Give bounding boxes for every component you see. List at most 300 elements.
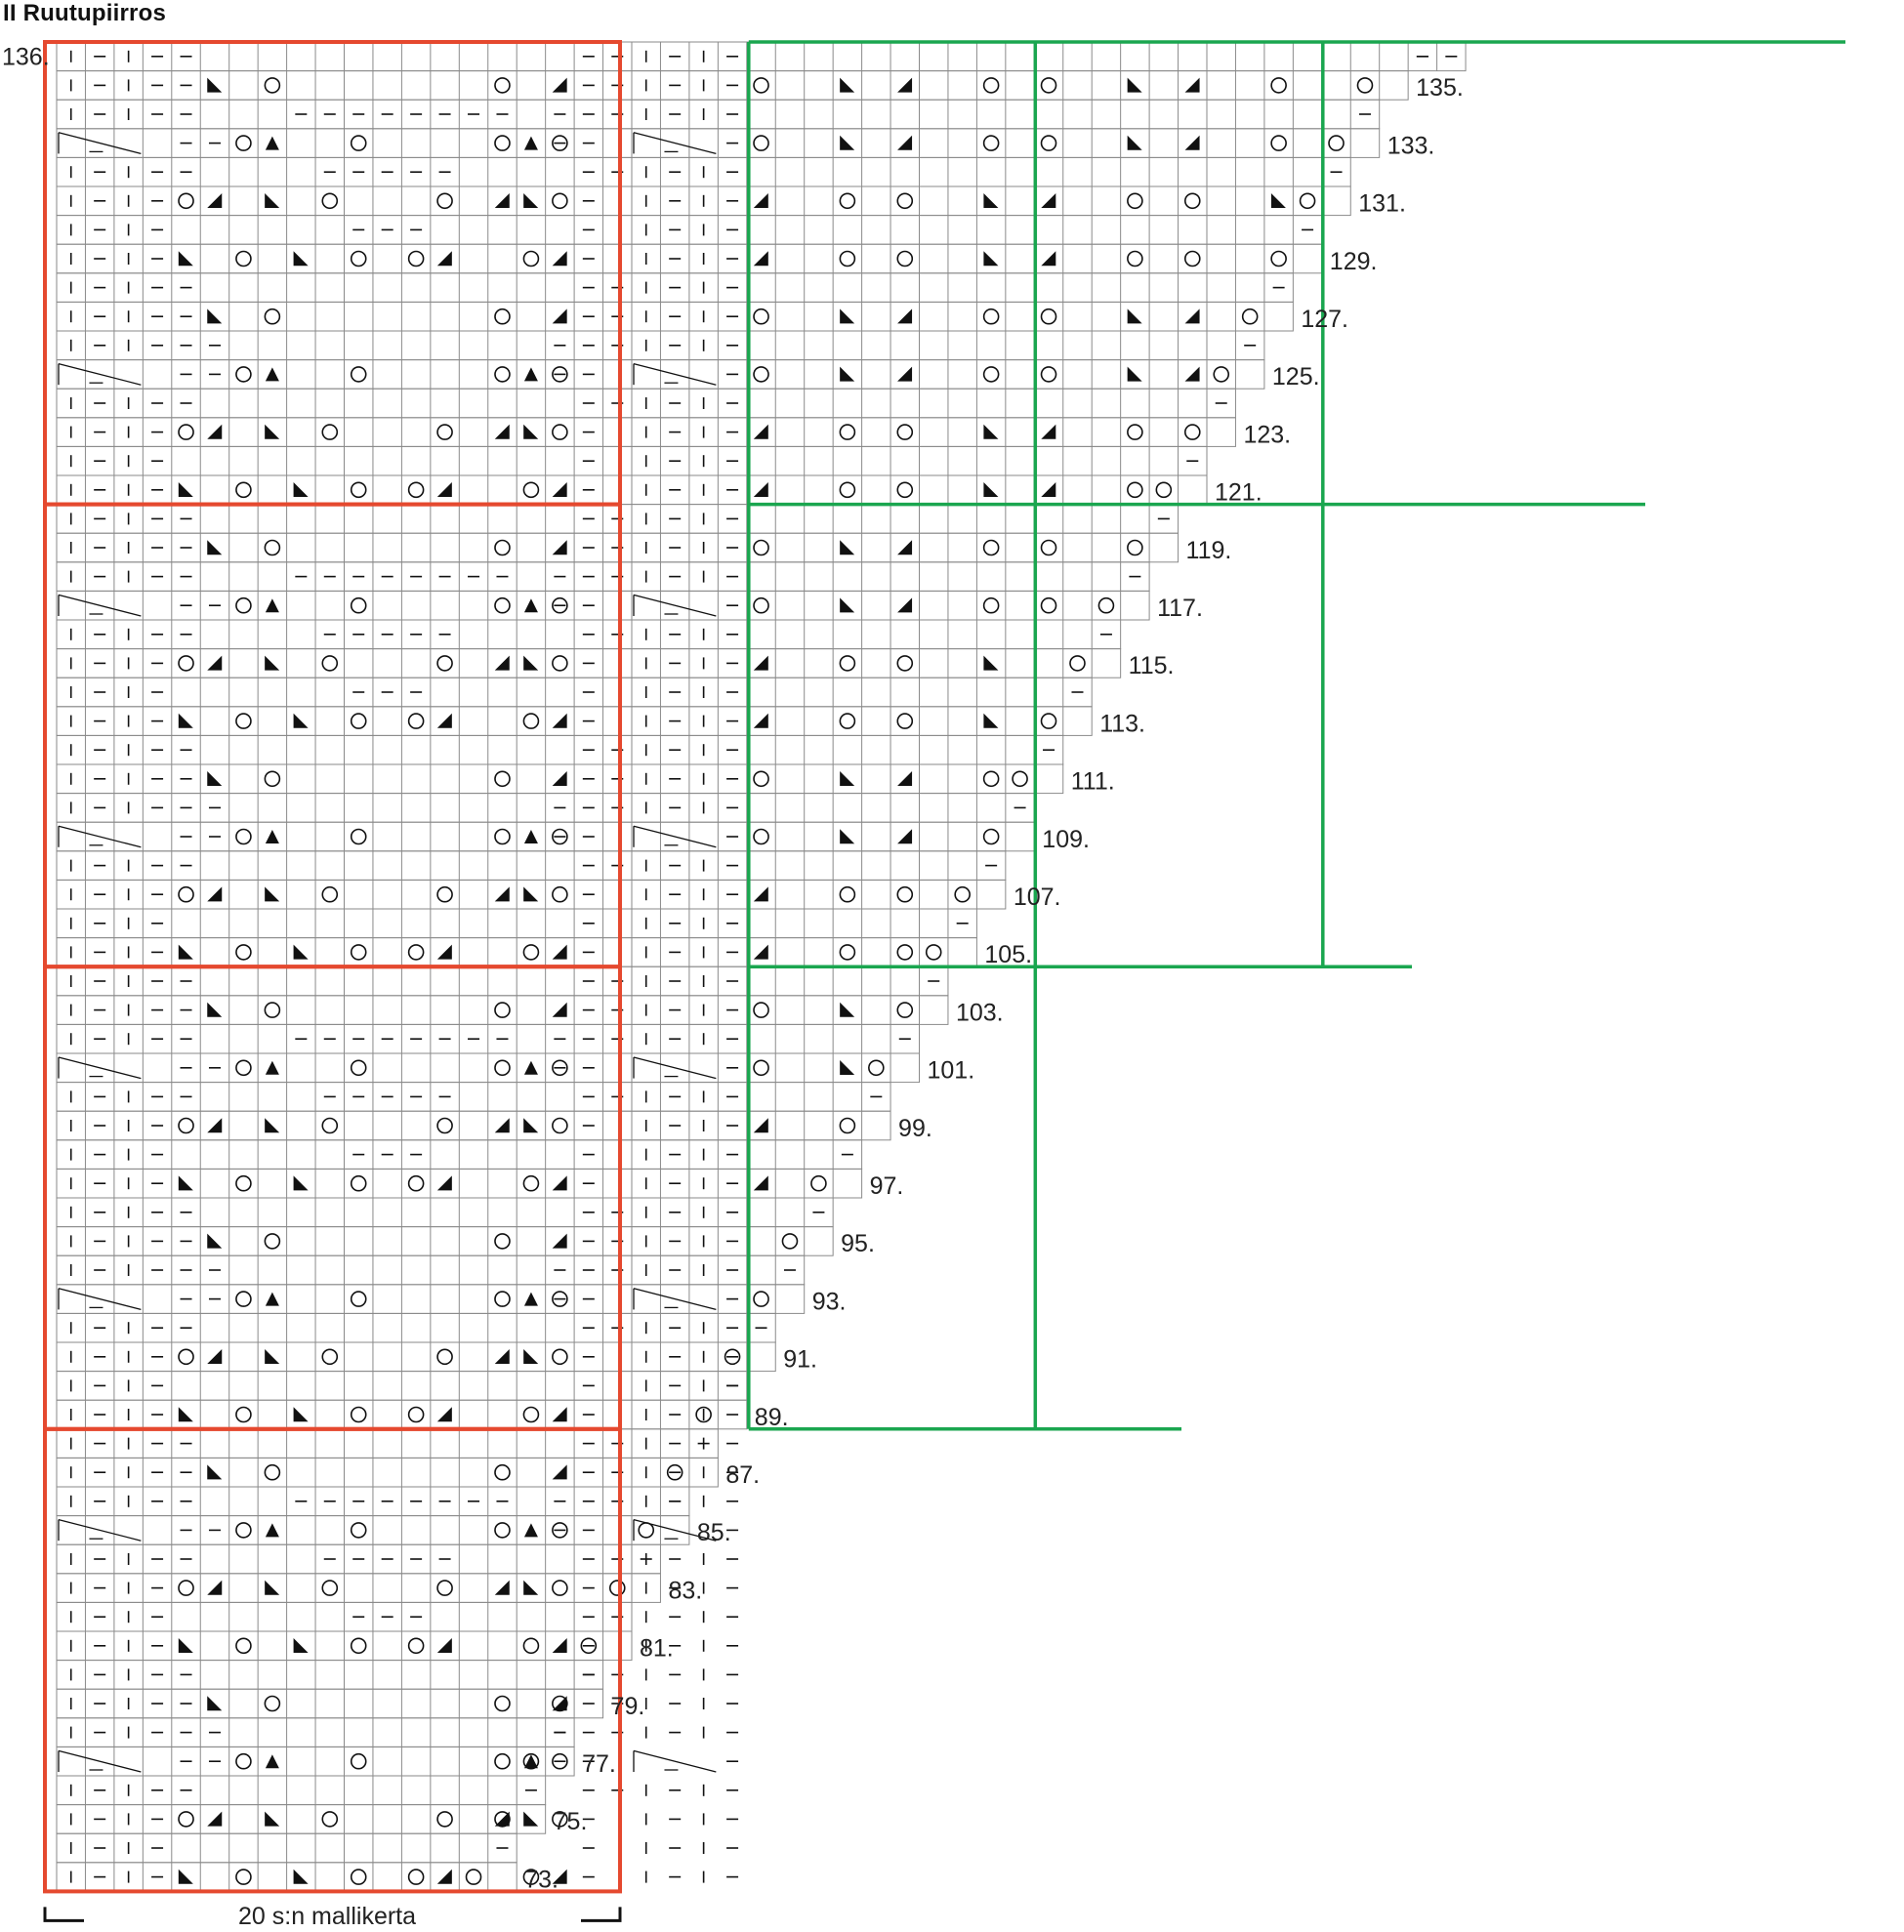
ssk-left-triangle-icon xyxy=(207,1812,222,1827)
yarn-over-circle-icon xyxy=(409,482,424,497)
ssk-left-triangle-icon xyxy=(553,251,567,266)
yarn-over-circle-icon xyxy=(1128,482,1142,497)
yarn-over-circle-icon xyxy=(495,1234,510,1249)
ssk-left-triangle-icon xyxy=(553,1638,567,1653)
yarn-over-circle-icon xyxy=(179,1581,193,1595)
k2tog-right-triangle-icon xyxy=(265,1581,279,1595)
row-number-label: 81. xyxy=(640,1634,674,1663)
yarn-over-circle-icon xyxy=(179,1812,193,1827)
ssk-left-triangle-icon xyxy=(207,1581,222,1595)
chart-row-126 xyxy=(57,331,1264,360)
double-decrease-triangle-icon xyxy=(524,1523,538,1537)
yarn-over-circle-icon xyxy=(236,1292,251,1306)
yarn-over-circle-icon xyxy=(754,1292,768,1306)
yarn-over-circle-icon xyxy=(840,482,854,497)
yarn-over-circle-icon xyxy=(840,887,854,902)
yarn-over-circle-icon xyxy=(610,1581,625,1595)
row-number-label: 101. xyxy=(927,1056,975,1085)
ssk-left-triangle-icon xyxy=(754,945,768,960)
yarn-over-circle-icon xyxy=(1128,425,1142,439)
yarn-over-circle-icon xyxy=(352,1754,366,1769)
k2tog-right-triangle-icon xyxy=(294,1638,309,1653)
row-number-label: 125. xyxy=(1271,363,1320,391)
yarn-over-circle-icon xyxy=(179,887,193,902)
yarn-over-circle-icon xyxy=(639,1523,653,1538)
chart-row-108 xyxy=(57,851,1006,881)
yarn-over-circle-icon xyxy=(322,193,337,208)
chart-row-133 xyxy=(57,129,1380,158)
yarn-over-circle-icon xyxy=(352,1292,366,1306)
row-number-label: 123. xyxy=(1243,421,1292,449)
chart-row-118 xyxy=(57,562,1149,592)
yarn-over-circle-icon xyxy=(523,1408,538,1422)
ssk-left-triangle-icon xyxy=(207,1118,222,1132)
chart-row-94 xyxy=(57,1255,805,1285)
yarn-over-circle-icon xyxy=(236,136,251,150)
chart-row-105 xyxy=(57,938,976,967)
ssk-left-triangle-icon xyxy=(207,1349,222,1364)
ssk-left-triangle-icon xyxy=(437,945,452,960)
yarn-over-circle-icon xyxy=(409,945,424,960)
k2tog-right-triangle-icon xyxy=(523,886,538,901)
cable-slash-icon xyxy=(634,595,716,616)
cable-slash-icon xyxy=(634,133,716,154)
yarn-over-circle-icon xyxy=(236,945,251,960)
yarn-over-circle-icon xyxy=(1042,78,1056,93)
yarn-over-circle-icon xyxy=(179,1119,193,1133)
yarn-over-circle-icon xyxy=(322,656,337,671)
row-number-label: 117. xyxy=(1157,595,1203,622)
yarn-over-circle-icon xyxy=(840,252,854,267)
yarn-over-circle-icon xyxy=(495,830,510,844)
k2tog-right-triangle-icon xyxy=(265,886,279,901)
yarn-over-circle-icon xyxy=(409,1408,424,1422)
k2tog-right-triangle-icon xyxy=(179,1870,193,1884)
row-number-label: 87. xyxy=(725,1461,761,1489)
row-number-label: 85. xyxy=(696,1519,731,1547)
row-number-label: 75. xyxy=(553,1808,588,1836)
chart-row-82 xyxy=(57,1602,632,1631)
k2tog-right-triangle-icon xyxy=(840,78,854,93)
chart-row-93 xyxy=(57,1285,805,1314)
yarn-over-circle-icon xyxy=(409,1176,424,1191)
chart-row-134 xyxy=(57,100,1380,129)
yarn-over-circle-icon xyxy=(553,656,567,671)
double-decrease-triangle-icon xyxy=(266,598,279,612)
yarn-over-circle-icon xyxy=(1042,598,1056,613)
ssk-left-triangle-icon xyxy=(437,1638,452,1653)
yarn-over-circle-icon xyxy=(927,945,941,960)
yarn-over-circle-icon xyxy=(1271,136,1286,150)
yarn-over-circle-icon xyxy=(984,771,999,786)
ssk-left-triangle-icon xyxy=(1041,251,1055,266)
yarn-over-circle-icon xyxy=(352,598,366,613)
chart-row-80 xyxy=(57,1661,603,1690)
yarn-over-circle-icon xyxy=(409,252,424,267)
k2tog-right-triangle-icon xyxy=(523,1349,538,1364)
k2tog-right-triangle-icon xyxy=(294,1407,309,1421)
cable-slash-icon xyxy=(59,826,141,847)
yarn-over-circle-icon xyxy=(1128,541,1142,555)
row-number-label: 95. xyxy=(841,1230,875,1258)
ssk-left-triangle-icon xyxy=(754,193,768,208)
chart-row-97 xyxy=(57,1169,862,1198)
cable-slash-icon xyxy=(634,364,716,386)
k2tog-right-triangle-icon xyxy=(840,771,854,786)
yarn-over-circle-icon xyxy=(495,598,510,613)
ssk-left-triangle-icon xyxy=(553,1234,567,1249)
ssk-left-triangle-icon xyxy=(207,193,222,208)
yarn-over-circle-icon xyxy=(1042,136,1056,150)
yarn-over-circle-icon xyxy=(553,1581,567,1595)
k2tog-right-triangle-icon xyxy=(179,714,193,728)
yarn-over-circle-icon xyxy=(495,136,510,150)
cable-slash-icon xyxy=(59,1289,141,1310)
yarn-over-circle-icon xyxy=(495,309,510,324)
ssk-left-triangle-icon xyxy=(897,136,912,150)
yarn-over-circle-icon xyxy=(553,1349,567,1364)
k2tog-right-triangle-icon xyxy=(983,714,998,728)
ssk-left-triangle-icon xyxy=(553,1175,567,1190)
yarn-over-circle-icon xyxy=(352,1523,366,1538)
ssk-left-triangle-icon xyxy=(754,714,768,728)
yarn-over-circle-icon xyxy=(897,425,912,439)
row-number-label: 127. xyxy=(1301,306,1349,333)
ssk-left-triangle-icon xyxy=(1041,482,1055,497)
yarn-over-circle-icon xyxy=(352,830,366,844)
double-decrease-triangle-icon xyxy=(266,1061,279,1075)
k2tog-right-triangle-icon xyxy=(983,482,998,497)
double-decrease-triangle-icon xyxy=(266,137,279,150)
ssk-left-triangle-icon xyxy=(897,367,912,382)
chart-row-83 xyxy=(57,1574,660,1603)
ssk-left-triangle-icon xyxy=(553,308,567,323)
yarn-over-circle-icon xyxy=(1042,309,1056,324)
k2tog-right-triangle-icon xyxy=(179,945,193,960)
yarn-over-circle-icon xyxy=(869,1060,884,1075)
k2tog-right-triangle-icon xyxy=(207,1234,222,1249)
yarn-over-circle-icon xyxy=(782,1234,797,1249)
yarn-over-circle-icon xyxy=(984,78,999,93)
chart-row-113 xyxy=(57,707,1092,736)
pattern-repeat-frame xyxy=(45,42,620,1894)
k2tog-right-triangle-icon xyxy=(523,193,538,208)
k2tog-right-triangle-icon xyxy=(207,1003,222,1017)
yarn-over-circle-icon xyxy=(236,482,251,497)
cable-slash-icon xyxy=(59,595,141,616)
ssk-left-triangle-icon xyxy=(897,597,912,612)
yarn-over-circle-icon xyxy=(236,1754,251,1769)
yarn-over-circle-icon xyxy=(897,714,912,728)
double-decrease-triangle-icon xyxy=(524,598,538,612)
k2tog-right-triangle-icon xyxy=(207,78,222,93)
chart-row-114 xyxy=(57,678,1092,707)
repeat-label: 20 s:n mallikerta xyxy=(238,1903,417,1930)
yarn-over-circle-icon xyxy=(265,1234,279,1249)
yarn-over-circle-icon xyxy=(236,1870,251,1884)
yarn-over-circle-icon xyxy=(495,78,510,93)
yarn-over-circle-icon xyxy=(495,1697,510,1711)
k2tog-right-triangle-icon xyxy=(265,193,279,208)
row-number-label: 121. xyxy=(1215,478,1262,507)
k2tog-right-triangle-icon xyxy=(840,1003,854,1017)
k2tog-right-triangle-icon xyxy=(207,771,222,786)
yarn-over-circle-icon xyxy=(553,425,567,439)
yarn-over-circle-icon xyxy=(265,309,279,324)
yarn-over-circle-icon xyxy=(754,598,768,613)
k2tog-right-triangle-icon xyxy=(265,1812,279,1827)
yarn-over-circle-icon xyxy=(754,830,768,844)
ssk-left-triangle-icon xyxy=(754,1118,768,1132)
k2tog-right-triangle-icon xyxy=(294,1175,309,1190)
yarn-over-circle-icon xyxy=(1128,193,1142,208)
ssk-left-triangle-icon xyxy=(437,482,452,497)
row-number-label: 91. xyxy=(783,1345,818,1374)
yarn-over-circle-icon xyxy=(322,887,337,902)
k2tog-right-triangle-icon xyxy=(840,540,854,555)
yarn-over-circle-icon xyxy=(840,425,854,439)
yarn-over-circle-icon xyxy=(1271,78,1286,93)
ssk-left-triangle-icon xyxy=(495,1349,510,1364)
k2tog-right-triangle-icon xyxy=(1128,136,1142,150)
yarn-over-circle-icon xyxy=(495,1292,510,1306)
yarn-over-circle-icon xyxy=(897,887,912,902)
yarn-over-circle-icon xyxy=(495,1060,510,1075)
row-number-label: 131. xyxy=(1358,189,1406,218)
ssk-left-triangle-icon xyxy=(495,656,510,671)
cable-slash-icon xyxy=(634,826,716,847)
yarn-over-circle-icon xyxy=(984,598,999,613)
row-number-label: 103. xyxy=(955,999,1004,1027)
yarn-over-circle-icon xyxy=(495,1523,510,1538)
row-number-label: 109. xyxy=(1042,825,1090,853)
row-number-label: 133. xyxy=(1387,132,1435,160)
yarn-over-circle-icon xyxy=(236,1176,251,1191)
yarn-over-circle-icon xyxy=(495,1754,510,1769)
double-decrease-triangle-icon xyxy=(524,1293,538,1306)
yarn-over-circle-icon xyxy=(523,482,538,497)
yarn-over-circle-icon xyxy=(236,598,251,613)
yarn-over-circle-icon xyxy=(1185,193,1200,208)
yarn-over-circle-icon xyxy=(754,541,768,555)
yarn-over-circle-icon xyxy=(236,1638,251,1653)
yarn-over-circle-icon xyxy=(840,714,854,728)
yarn-over-circle-icon xyxy=(352,252,366,267)
ssk-left-triangle-icon xyxy=(437,1407,452,1421)
yarn-over-circle-icon xyxy=(409,1638,424,1653)
ssk-left-triangle-icon xyxy=(754,425,768,439)
k2tog-right-triangle-icon xyxy=(840,136,854,150)
ssk-left-triangle-icon xyxy=(207,886,222,901)
yarn-over-circle-icon xyxy=(840,193,854,208)
chart-row-79 xyxy=(57,1689,603,1718)
yarn-over-circle-icon xyxy=(409,1870,424,1884)
ssk-left-triangle-icon xyxy=(437,714,452,728)
row-number-label: 111. xyxy=(1070,767,1115,796)
row-number-label: 83. xyxy=(668,1577,703,1605)
yarn-over-circle-icon xyxy=(523,945,538,960)
yarn-over-circle-icon xyxy=(553,887,567,902)
row-number-label: 107. xyxy=(1013,884,1061,911)
yarn-over-circle-icon xyxy=(754,367,768,382)
chart-row-136 xyxy=(57,42,1466,71)
cable-slash-icon xyxy=(59,1057,141,1079)
yarn-over-circle-icon xyxy=(352,367,366,382)
ssk-left-triangle-icon xyxy=(495,425,510,439)
double-decrease-triangle-icon xyxy=(524,137,538,150)
double-decrease-triangle-icon xyxy=(266,830,279,843)
k2tog-right-triangle-icon xyxy=(207,1464,222,1479)
k2tog-right-triangle-icon xyxy=(265,1118,279,1132)
yarn-over-circle-icon xyxy=(352,1176,366,1191)
k2tog-right-triangle-icon xyxy=(265,425,279,439)
yarn-over-circle-icon xyxy=(265,1697,279,1711)
yarn-over-circle-icon xyxy=(1271,252,1286,267)
yarn-over-circle-icon xyxy=(409,714,424,728)
chart-row-92 xyxy=(57,1313,775,1342)
yarn-over-circle-icon xyxy=(322,1349,337,1364)
yarn-over-circle-icon xyxy=(437,425,452,439)
yarn-over-circle-icon xyxy=(1042,367,1056,382)
cable-slash-icon xyxy=(634,1057,716,1079)
yarn-over-circle-icon xyxy=(840,945,854,960)
ssk-left-triangle-icon xyxy=(1185,78,1200,93)
yarn-over-circle-icon xyxy=(495,771,510,786)
row-number-label: 79. xyxy=(610,1692,645,1720)
yarn-over-circle-icon xyxy=(265,541,279,555)
double-decrease-triangle-icon xyxy=(266,367,279,381)
ssk-left-triangle-icon xyxy=(553,945,567,960)
ssk-left-triangle-icon xyxy=(897,78,912,93)
yarn-over-circle-icon xyxy=(754,309,768,324)
yarn-over-circle-icon xyxy=(897,945,912,960)
ssk-left-triangle-icon xyxy=(437,251,452,266)
row-number-label: 105. xyxy=(984,941,1033,969)
yarn-over-circle-icon xyxy=(236,1408,251,1422)
yarn-over-circle-icon xyxy=(553,193,567,208)
yarn-over-circle-icon xyxy=(1098,598,1113,613)
chart-row-110 xyxy=(57,794,1034,823)
yarn-over-circle-icon xyxy=(1185,425,1200,439)
ssk-left-triangle-icon xyxy=(754,482,768,497)
yarn-over-circle-icon xyxy=(265,771,279,786)
yarn-over-circle-icon xyxy=(236,714,251,728)
ssk-left-triangle-icon xyxy=(1185,367,1200,382)
ssk-left-triangle-icon xyxy=(1185,308,1200,323)
cable-slash-icon xyxy=(59,1750,141,1772)
row-number-label: 136. xyxy=(2,43,50,71)
yarn-over-circle-icon xyxy=(754,1060,768,1075)
k2tog-right-triangle-icon xyxy=(265,656,279,671)
yarn-over-circle-icon xyxy=(265,78,279,93)
cable-slash-icon xyxy=(59,133,141,154)
yarn-over-circle-icon xyxy=(840,656,854,671)
k2tog-right-triangle-icon xyxy=(207,308,222,323)
row-number-label: 119. xyxy=(1185,536,1232,564)
row-number-label: 77. xyxy=(582,1750,616,1778)
ssk-left-triangle-icon xyxy=(754,251,768,266)
yarn-over-circle-icon xyxy=(1243,309,1258,324)
yarn-over-circle-icon xyxy=(523,1638,538,1653)
yarn-over-circle-icon xyxy=(437,887,452,902)
k2tog-right-triangle-icon xyxy=(294,482,309,497)
yarn-over-circle-icon xyxy=(437,656,452,671)
yarn-over-circle-icon xyxy=(352,1638,366,1653)
k2tog-right-triangle-icon xyxy=(179,1175,193,1190)
k2tog-right-triangle-icon xyxy=(179,1407,193,1421)
yarn-over-circle-icon xyxy=(1185,252,1200,267)
k2tog-right-triangle-icon xyxy=(983,251,998,266)
ssk-left-triangle-icon xyxy=(754,656,768,671)
k2tog-right-triangle-icon xyxy=(207,540,222,555)
chart-row-106 xyxy=(57,909,976,938)
ssk-left-triangle-icon xyxy=(553,1003,567,1017)
ssk-left-triangle-icon xyxy=(897,540,912,555)
ssk-left-triangle-icon xyxy=(207,656,222,671)
ssk-left-triangle-icon xyxy=(207,425,222,439)
ssk-left-triangle-icon xyxy=(553,1464,567,1479)
yarn-over-circle-icon xyxy=(840,1119,854,1133)
double-decrease-triangle-icon xyxy=(524,1061,538,1075)
yarn-over-circle-icon xyxy=(1357,78,1372,93)
yarn-over-circle-icon xyxy=(467,1870,481,1884)
k2tog-right-triangle-icon xyxy=(523,1118,538,1132)
yarn-over-circle-icon xyxy=(352,714,366,728)
yarn-over-circle-icon xyxy=(352,945,366,960)
yarn-over-circle-icon xyxy=(322,1812,337,1827)
k2tog-right-triangle-icon xyxy=(523,425,538,439)
ssk-left-triangle-icon xyxy=(437,1175,452,1190)
ssk-left-triangle-icon xyxy=(1041,425,1055,439)
chart-row-129 xyxy=(57,244,1322,273)
ssk-left-triangle-icon xyxy=(553,1407,567,1421)
chart-row-77 xyxy=(57,1747,574,1776)
yarn-over-circle-icon xyxy=(236,1523,251,1538)
k2tog-right-triangle-icon xyxy=(983,656,998,671)
cable-slash-icon xyxy=(59,1520,141,1541)
yarn-over-circle-icon xyxy=(179,425,193,439)
chart-row-98 xyxy=(57,1140,862,1170)
yarn-over-circle-icon xyxy=(754,771,768,786)
chart-row-81 xyxy=(57,1631,632,1661)
chart-row-109 xyxy=(57,822,1034,851)
ssk-left-triangle-icon xyxy=(553,771,567,786)
yarn-over-circle-icon xyxy=(984,541,999,555)
yarn-over-circle-icon xyxy=(495,1003,510,1017)
yarn-over-circle-icon xyxy=(437,193,452,208)
ssk-left-triangle-icon xyxy=(553,714,567,728)
yarn-over-circle-icon xyxy=(495,1465,510,1480)
yarn-over-circle-icon xyxy=(437,1812,452,1827)
chart-row-74 xyxy=(57,1833,517,1863)
double-decrease-triangle-icon xyxy=(266,1754,279,1768)
k2tog-right-triangle-icon xyxy=(179,1638,193,1653)
ssk-left-triangle-icon xyxy=(553,540,567,555)
k2tog-right-triangle-icon xyxy=(265,1349,279,1364)
yarn-over-circle-icon xyxy=(322,1119,337,1133)
ssk-left-triangle-icon xyxy=(1185,136,1200,150)
cable-slash-icon xyxy=(634,1750,716,1772)
k2tog-right-triangle-icon xyxy=(207,1696,222,1710)
chart-title: II Ruutupiirros xyxy=(3,0,166,26)
yarn-over-circle-icon xyxy=(495,541,510,555)
ssk-left-triangle-icon xyxy=(1041,193,1055,208)
k2tog-right-triangle-icon xyxy=(179,251,193,266)
k2tog-right-triangle-icon xyxy=(983,425,998,439)
ssk-left-triangle-icon xyxy=(495,1581,510,1595)
chart-row-96 xyxy=(57,1198,833,1227)
yarn-over-circle-icon xyxy=(523,1176,538,1191)
